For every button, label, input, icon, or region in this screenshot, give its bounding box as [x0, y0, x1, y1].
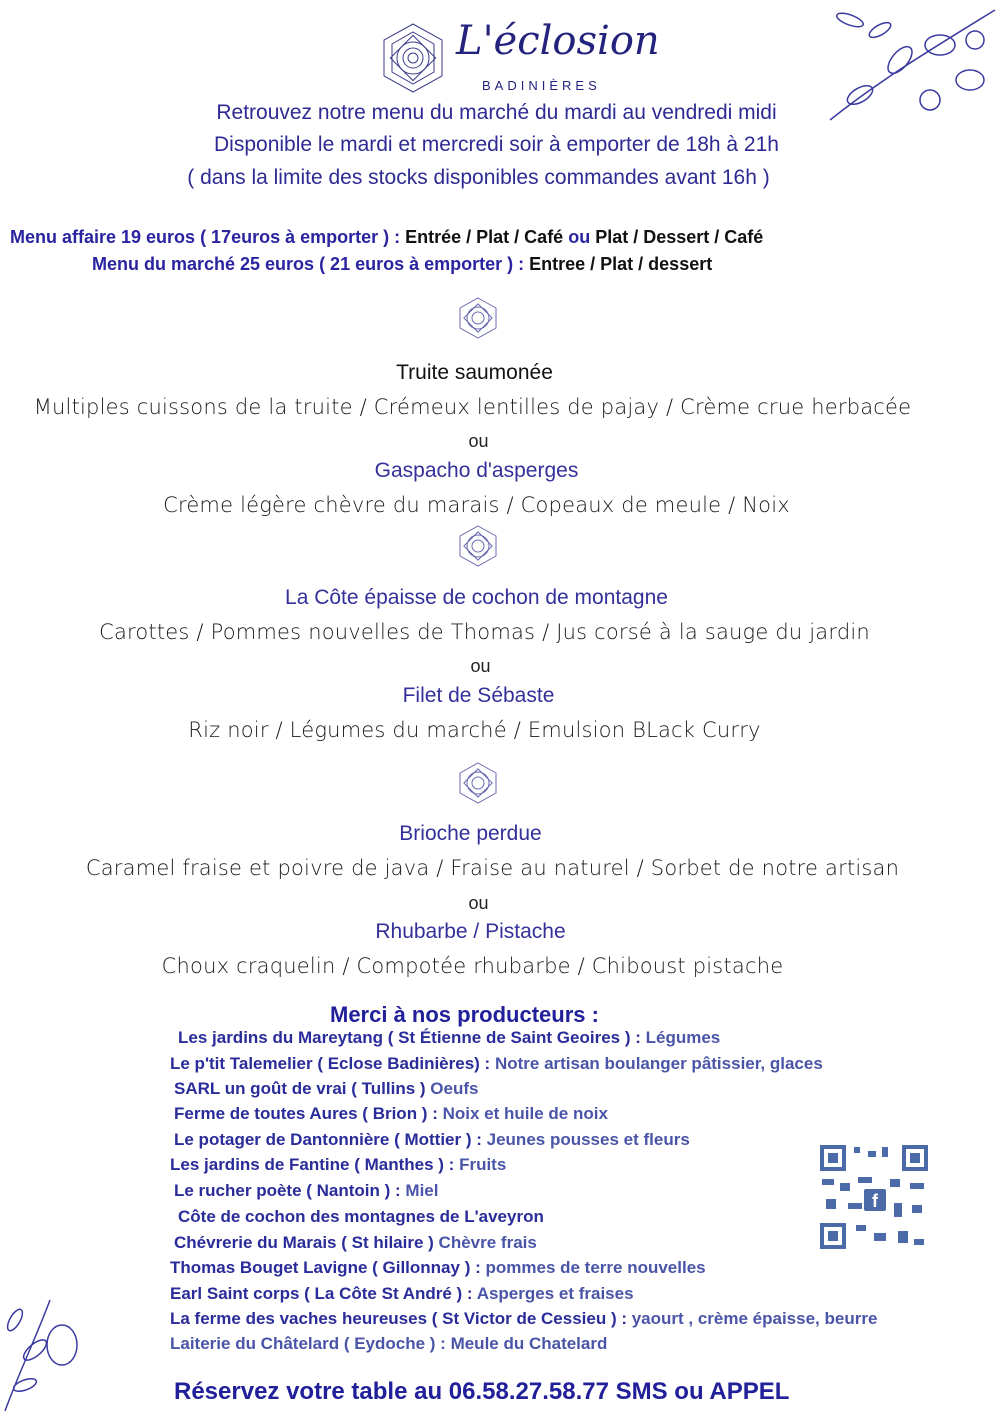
- producer-product: Chèvre frais: [438, 1233, 537, 1252]
- producer-name: Ferme de toutes Aures ( Brion ) :: [174, 1104, 438, 1123]
- menu-affaire-content: Entrée / Plat / Café: [405, 227, 564, 247]
- dish-description: Choux craquelin / Compotée rhubarbe / Chiboust pistache: [161, 954, 784, 978]
- producer-name: Le potager de Dantonnière ( Mottier ) :: [174, 1130, 482, 1149]
- intro-line: Retrouvez notre menu du marché du mardi au vendredi midi: [216, 101, 777, 124]
- producer-name: Thomas Bouget Lavigne ( Gillonnay ) :: [170, 1258, 481, 1277]
- separator-rose-icon: [456, 296, 500, 340]
- dish-description: Caramel fraise et poivre de java / Fraise au naturel / Sorbet de notre artisan: [85, 856, 900, 880]
- producer-name: SARL un goût de vrai ( Tullins ): [174, 1079, 426, 1098]
- dish-title: Brioche perdue: [399, 822, 542, 845]
- menu-affaire-content-b: Plat / Dessert / Café: [595, 227, 764, 247]
- producer-name: La ferme des vaches heureuses ( St Victor de Cessieu ) :: [170, 1309, 627, 1328]
- producer-item: [174, 1181, 438, 1201]
- producer-item: [174, 1079, 478, 1099]
- dish-description: Carottes / Pommes nouvelles de Thomas / Jus corsé à la sauge du jardin: [99, 620, 870, 644]
- separator-rose-icon: [456, 761, 500, 805]
- producer-product: pommes de terre nouvelles: [485, 1258, 706, 1277]
- dish-title: Rhubarbe / Pistache: [375, 920, 566, 943]
- qr-code-icon[interactable]: [818, 1143, 930, 1251]
- producer-item: [178, 1028, 720, 1048]
- logo-rose-icon: [380, 22, 446, 94]
- svg-text:f: f: [872, 1191, 878, 1211]
- producer-item: [178, 1207, 544, 1227]
- producer-product: Asperges et fraises: [476, 1284, 634, 1303]
- producer-product: Miel: [405, 1181, 439, 1200]
- producer-item: [170, 1258, 706, 1278]
- producer-product: Noix et huile de noix: [442, 1104, 608, 1123]
- brand-subtitle: BADINIÈRES: [482, 78, 601, 93]
- producer-name: Les jardins de Fantine ( Manthes ) :: [170, 1155, 455, 1174]
- producer-product: Jeunes pousses et fleurs: [486, 1130, 690, 1149]
- dish-description: Multiples cuissons de la truite / Crémeux lentilles de pajay / Crème crue herbacée: [33, 395, 912, 419]
- separator-rose-icon: [456, 524, 500, 568]
- producer-item: [174, 1233, 537, 1253]
- producer-item: [174, 1104, 608, 1124]
- reservation-text: Réservez votre table au 06.58.27.58.77 SMS ou APPEL: [174, 1378, 790, 1405]
- producer-name: Les jardins du Mareytang ( St Étienne de Saint Geoires ) :: [178, 1028, 641, 1047]
- producer-name: Earl Saint corps ( La Côte St André ) :: [170, 1284, 473, 1303]
- producer-item: [170, 1284, 634, 1304]
- producers-title: Merci à nos producteurs :: [330, 1002, 599, 1027]
- dish-description: Riz noir / Légumes du marché / Emulsion BLack Curry: [188, 718, 761, 742]
- menu-marche-content: Entree / Plat / dessert: [529, 254, 713, 274]
- menu-affaire-name: Menu affaire 19 euros ( 17euros à emporter ) :: [10, 227, 401, 247]
- intro-line: ( dans la limite des stocks disponibles commandes avant 16h ): [187, 166, 770, 189]
- producer-item: [170, 1309, 877, 1329]
- producer-product: yaourt , crème épaisse, beurre: [631, 1309, 878, 1328]
- producer-item: [170, 1155, 506, 1175]
- dish-title: Truite saumonée: [396, 361, 553, 384]
- or-label: ou: [470, 656, 491, 676]
- or-label: ou: [468, 893, 489, 913]
- dish-title: La Côte épaisse de cochon de montagne: [285, 586, 668, 609]
- producer-product: Fruits: [459, 1155, 507, 1174]
- dish-title: Gaspacho d'asperges: [374, 459, 579, 482]
- dish-title: Filet de Sébaste: [402, 684, 555, 707]
- producer-item: [174, 1130, 690, 1150]
- brand-name: L'éclosion: [456, 18, 660, 64]
- producer-item: [170, 1334, 607, 1354]
- producer-name: Laiterie du Châtelard ( Eydoche ) :: [170, 1334, 446, 1353]
- producer-item: [170, 1054, 823, 1074]
- menu-marche: [92, 254, 712, 275]
- producer-product: Meule du Chatelard: [450, 1334, 608, 1353]
- producer-name: Le p'tit Talemelier ( Eclose Badinières) :: [170, 1054, 491, 1073]
- producer-product: Notre artisan boulanger pâtissier, glaces: [494, 1054, 823, 1073]
- producer-name: Le rucher poète ( Nantoin ) :: [174, 1181, 401, 1200]
- menu-marche-name: Menu du marché 25 euros ( 21 euros à emporter ) :: [92, 254, 525, 274]
- dish-description: Crème légère chèvre du marais / Copeaux de meule / Noix: [163, 493, 790, 517]
- intro-line: Disponible le mardi et mercredi soir à emporter de 18h à 21h: [214, 133, 779, 156]
- producer-name: Chévrerie du Marais ( St hilaire ): [174, 1233, 434, 1252]
- or-label: ou: [468, 431, 489, 451]
- menu-affaire: [10, 227, 763, 248]
- producer-name: Côte de cochon des montagnes de L'aveyron: [178, 1207, 544, 1226]
- flower-stem-icon: [0, 1280, 90, 1411]
- producer-product: Oeufs: [430, 1079, 479, 1098]
- producer-product: Légumes: [645, 1028, 721, 1047]
- menu-affaire-or: ou: [568, 227, 591, 247]
